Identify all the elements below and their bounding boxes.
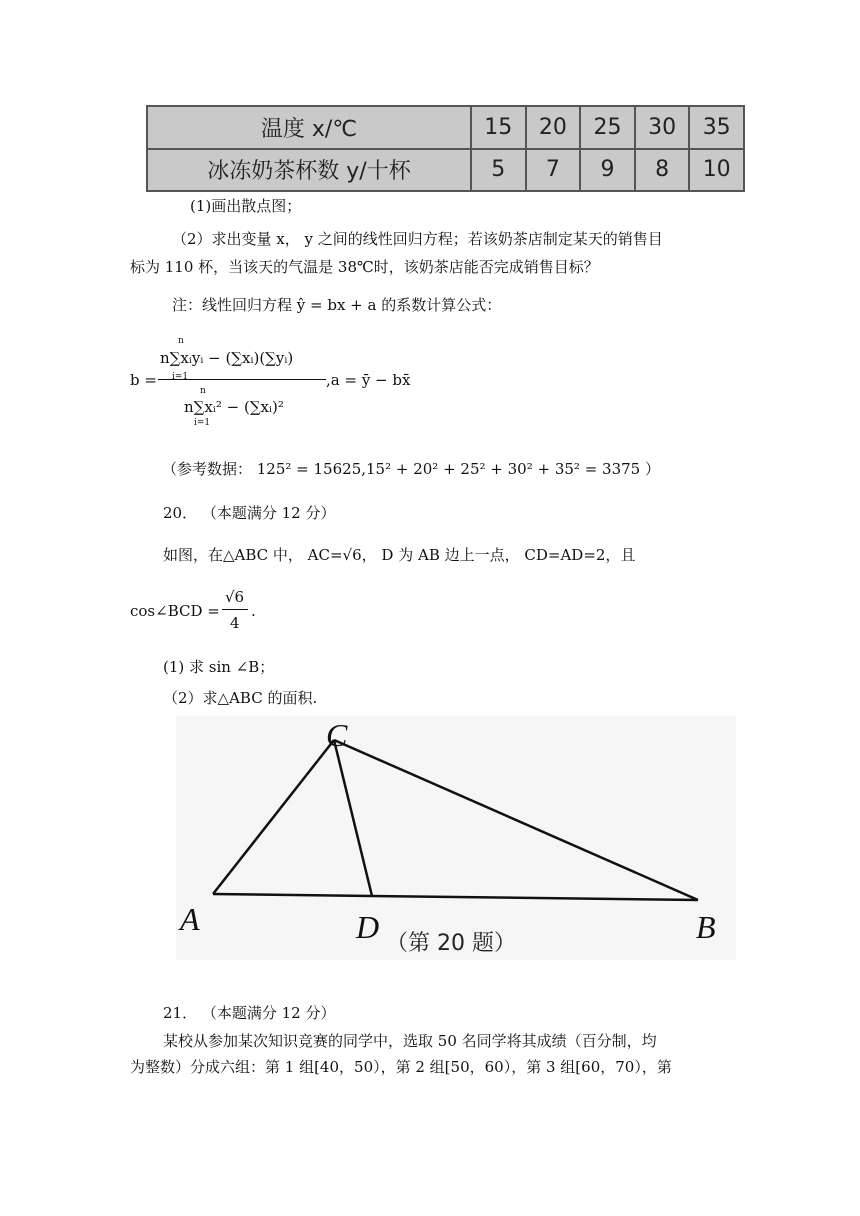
table-cell: 35: [689, 106, 744, 149]
cos-end: .: [251, 602, 256, 620]
table-cell: 15: [471, 106, 526, 149]
table-cell: 8: [635, 149, 690, 192]
fraction-bar: [222, 609, 248, 610]
table-row: [147, 106, 744, 149]
table-cell: 25: [580, 106, 635, 149]
table-row: [147, 149, 744, 192]
sum-lower: i=1: [194, 418, 211, 428]
q20-part2: （2）求△ABC 的面积.: [163, 689, 318, 707]
vertex-label-c: C: [326, 717, 348, 753]
triangle-figure: [176, 716, 736, 960]
q20-part1: (1) 求 sin ∠B；: [163, 658, 275, 676]
q21-header: 21． （本题满分 12 分）: [163, 1004, 336, 1022]
table-cell: 7: [526, 149, 581, 192]
table-cell: 20: [526, 106, 581, 149]
sum-upper: n: [200, 386, 206, 396]
table-cell: 5: [471, 149, 526, 192]
vertex-label-a: A: [180, 901, 200, 937]
cos-prefix: cos∠BCD =: [130, 602, 220, 620]
formula-numerator: n∑xᵢyᵢ − (∑xᵢ)(∑yᵢ): [160, 349, 294, 367]
formula-denominator: n∑xᵢ² − (∑xᵢ)²: [184, 398, 284, 416]
q20-header: 20． （本题满分 12 分）: [163, 504, 336, 522]
table-cell: 30: [635, 106, 690, 149]
segment-ac: [213, 740, 334, 894]
formula-a: ,a = ȳ − bx̄: [326, 371, 411, 389]
segment-ab: [213, 894, 698, 900]
q21-line1: 某校从参加某次知识竞赛的同学中，选取 50 名同学将其成绩（百分制，均: [163, 1032, 657, 1050]
triangle-diagram: [176, 716, 736, 960]
figure-caption: （第 20 题）: [386, 931, 516, 956]
data-table: [146, 105, 745, 192]
q19-part1: (1)画出散点图；: [190, 197, 302, 215]
q19-part2-line2: 标为 110 杯，当该天的气温是 38℃时，该奶茶店能否完成销售目标？: [130, 258, 599, 276]
q20-line1: 如图，在△ABC 中， AC=√6， D 为 AB 边上一点， CD=AD=2，且: [163, 546, 636, 564]
sum-lower: i=1: [172, 372, 189, 382]
vertex-label-b: B: [696, 909, 716, 945]
fraction-bar: [158, 379, 326, 380]
vertex-label-d: D: [356, 909, 380, 945]
cos-numerator: √6: [225, 588, 245, 606]
table-cell: 9: [580, 149, 635, 192]
table-header-cups: 冰冻奶茶杯数 y/十杯: [147, 149, 471, 192]
segment-cb: [334, 740, 698, 900]
sum-upper: n: [178, 336, 184, 346]
q19-part2-line1: （2）求出变量 x， y 之间的线性回归方程；若该奶茶店制定某天的销售目: [172, 230, 663, 248]
table-cell: 10: [689, 149, 744, 192]
reference-data: （参考数据： 125² = 15625,15² + 20² + 25² + 30² + 35² = 3375 ）: [162, 460, 660, 478]
segment-cd: [334, 740, 372, 896]
formula-b-prefix: b =: [130, 371, 157, 389]
cos-denominator: 4: [230, 614, 240, 632]
table-header-temperature: 温度 x/℃: [147, 106, 471, 149]
q19-note: 注：线性回归方程 ŷ = bx + a 的系数计算公式：: [172, 296, 502, 314]
q21-line2: 为整数）分成六组：第 1 组[40，50），第 2 组[50，60），第 3 组[60，70），第: [130, 1058, 672, 1076]
